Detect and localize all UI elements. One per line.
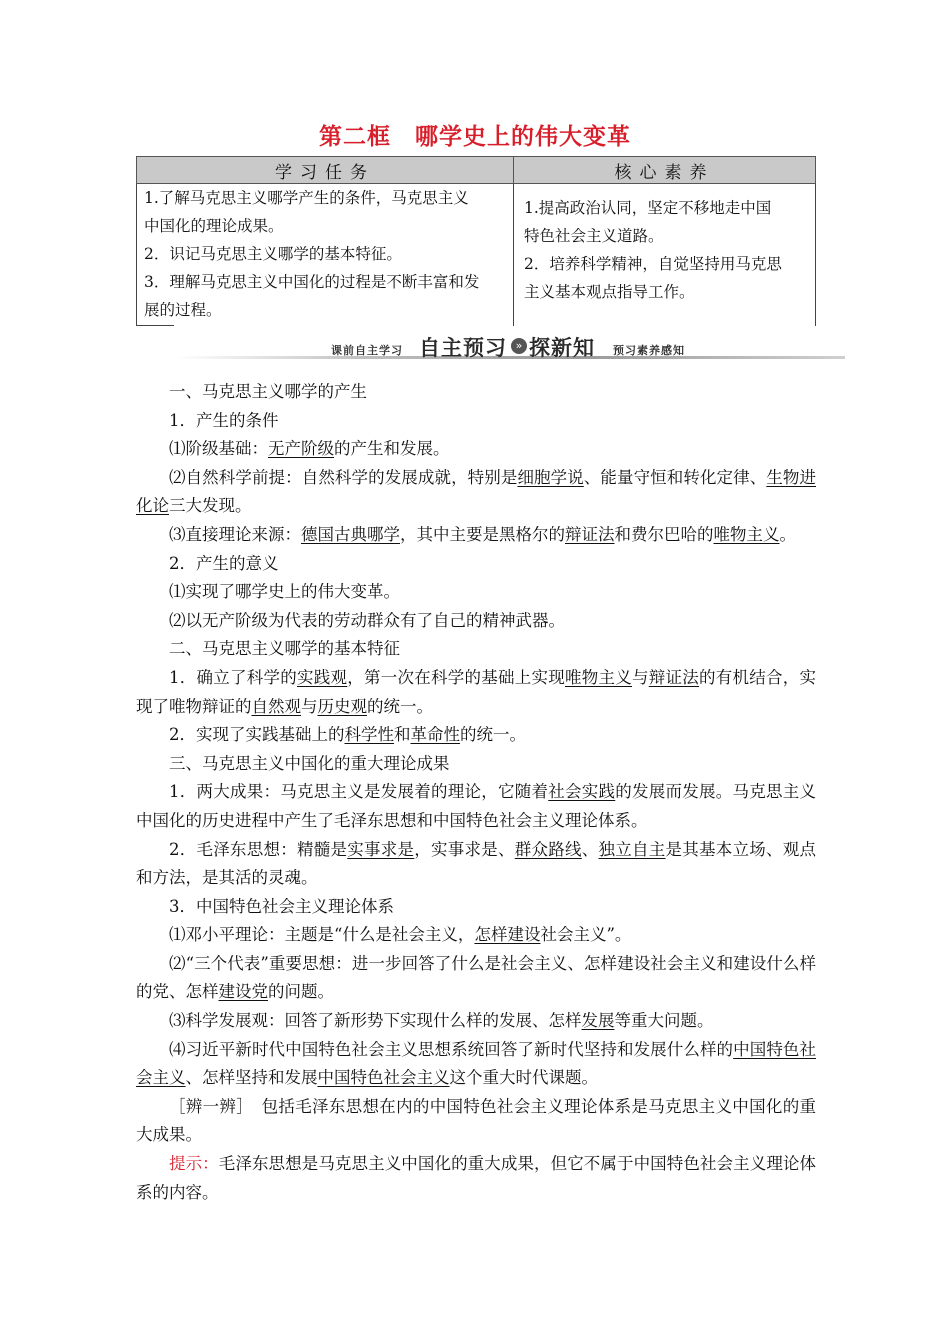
paragraph: ⑵以无产阶级为代表的劳动群众有了自己的精神武器。	[169, 610, 565, 630]
fill-answer: 自然观	[251, 696, 301, 716]
hint-paragraph: 提示：毛泽东思想是马克思主义中国化的重大成果，但它不属于中国特色社会主义理论体系的内容。	[136, 1154, 817, 1202]
table-tasks-cell	[144, 184, 508, 324]
section-heading: 三、马克思主义中国化的重大理论成果	[169, 753, 450, 773]
paragraph: ⑶直接理论来源：德国古典哪学，其中主要是黑格尔的辩证法和费尔巴哈的唯物主义。	[169, 524, 796, 544]
main-content	[136, 378, 816, 1207]
objectives-table	[136, 156, 816, 326]
fill-answer: 独立自主	[598, 839, 666, 859]
table-literacy-cell	[524, 194, 810, 306]
paragraph: ⑴阶级基础：无产阶级的产生和发展。	[169, 439, 450, 459]
fill-answer: 实事求是	[347, 839, 415, 859]
fill-answer: 实践观	[297, 667, 348, 687]
section-heading: 二、马克思主义哪学的基本特征	[169, 639, 400, 659]
banner-right-caption: 预习素养感知	[613, 344, 685, 357]
discussion-question: ［辨一辨］ 包括毛泽东思想在内的中国特色社会主义理论体系是马克思主义中国化的重大成果。	[136, 1096, 816, 1145]
fill-answer: 中国特色社会主义	[136, 1039, 817, 1088]
subheading: 2．产生的意义	[169, 553, 279, 573]
subheading: 3．中国特色社会主义理论体系	[169, 896, 394, 916]
section-banner	[175, 332, 845, 362]
literacy-line: 2．培养科学精神，自觉坚持用马克思	[524, 255, 782, 273]
page-title: 第二框 哪学史上的伟大变革	[319, 124, 631, 150]
paragraph: 1．两大成果：马克思主义是发展着的理论，它随着社会实践的发展而发展。马克思主义中国化的历史进程中产生了毛泽东思想和中国特色社会主义理论体系。	[136, 782, 816, 830]
literacy-line: 特色社会主义道路。	[524, 227, 664, 245]
paragraph: ⑵自然科学前提：自然科学的发展成就，特别是细胞学说、能量守恒和转化定律、生物进化论三大发现。	[136, 467, 817, 516]
fill-answer: 社会实践	[548, 782, 616, 802]
fill-answer: 德国古典哪学	[301, 524, 400, 544]
fill-answer: 怎样建设	[474, 925, 541, 945]
fill-answer: 发展	[581, 1011, 615, 1031]
fill-answer: 唯物主义	[565, 667, 632, 687]
table-header-literacy: 核心素养	[513, 156, 816, 184]
fill-answer: 唯物主义	[713, 524, 780, 544]
table-border-right	[815, 184, 816, 326]
paragraph: ⑴实现了哪学史上的伟大变革。	[169, 582, 400, 602]
fill-answer: 中国特色社会主义	[317, 1068, 450, 1088]
paragraph: ⑴邓小平理论：主题是“什么是社会主义，怎样建设社会主义”。	[169, 925, 632, 945]
double-arrow-icon: »	[511, 338, 527, 354]
paragraph: 2．毛泽东思想：精髓是实事求是，实事求是、群众路线、独立自主是其基本立场、观点和方法，是其活的灵魂。	[136, 839, 816, 888]
banner-rule	[175, 356, 845, 359]
banner-left-caption: 课前自主学习	[331, 344, 403, 357]
table-border-left	[136, 184, 137, 326]
section-heading: 一、马克思主义哪学的产生	[169, 382, 367, 401]
fill-answer: 辩证法	[648, 667, 699, 687]
table-divider	[513, 184, 514, 326]
fill-answer: 历史观	[317, 696, 367, 716]
literacy-line: 主义基本观点指导工作。	[524, 283, 695, 301]
task-line: 中国化的理论成果。	[144, 217, 284, 235]
banner-title-left: 自主预习	[419, 336, 507, 360]
table-border-bottom	[136, 325, 174, 326]
fill-answer: 建设党	[218, 982, 268, 1002]
fill-answer: 生物进化论	[136, 467, 817, 516]
fill-answer: 无产阶级	[268, 439, 334, 459]
fill-answer: 细胞学说	[517, 467, 584, 487]
literacy-line: 1.提高政治认同，坚定不移地走中国	[524, 199, 772, 217]
task-line: 2．识记马克思主义哪学的基本特征。	[144, 245, 402, 263]
hint-label: 提示：	[169, 1154, 219, 1174]
task-line: 1.了解马克思主义哪学产生的条件，马克思主义	[144, 189, 469, 207]
paragraph: ⑷习近平新时代中国特色社会主义思想系统回答了新时代坚持和发展什么样的中国特色社会主义、怎样坚持和发展中国特色社会主义这个重大时代课题。	[136, 1039, 817, 1088]
fill-answer: 革命性	[410, 725, 460, 745]
paragraph: ⑵“三个代表”重要思想：进一步回答了什么是社会主义、怎样建设社会主义和建设什么样的党、怎样建设党的问题。	[136, 953, 816, 1002]
subheading: 1．产生的条件	[169, 410, 279, 430]
paragraph: 1．确立了科学的实践观，第一次在科学的基础上实现唯物主义与辩证法的有机结合，实现了唯物辩证的自然观与历史观的统一。	[136, 667, 816, 716]
paragraph: ⑶科学发展观：回答了新形势下实现什么样的发展、怎样发展等重大问题。	[169, 1011, 714, 1031]
table-header-tasks: 学习任务	[136, 156, 514, 184]
fill-answer: 辩证法	[565, 524, 615, 544]
fill-answer: 群众路线	[514, 839, 582, 859]
task-line: 展的过程。	[144, 301, 222, 319]
task-line: 3．理解马克思主义中国化的过程是不断丰富和发	[144, 273, 480, 291]
banner-title-right: 探新知	[529, 336, 595, 360]
fill-answer: 科学性	[344, 725, 394, 745]
paragraph: 2．实现了实践基础上的科学性和革命性的统一。	[169, 725, 526, 745]
